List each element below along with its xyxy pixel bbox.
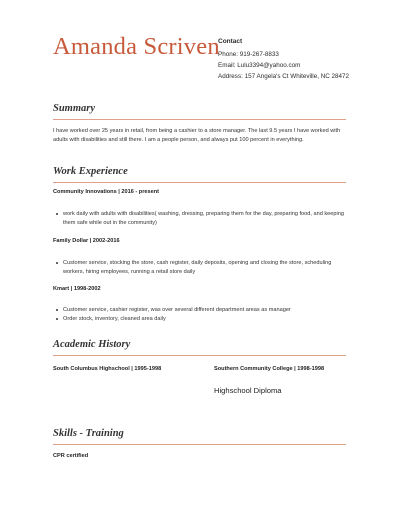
skills-divider bbox=[53, 444, 346, 445]
education-school: Southern Community College | 1998-1998 bbox=[214, 366, 325, 372]
job-bullet-item: Customer service, stocking the store, cash register, daily deposits, opening and closing the store, scheduling workers, hiring employees, running a retail store daily bbox=[56, 259, 346, 276]
summary-text: I have worked over 25 years in retail, from being a cashier to a store manager. The last 9.5 years I have worked with adults with disabilities and still there. I am a people person, and always put 100 percent in everything. bbox=[53, 128, 341, 143]
contact-email: Email: Lulu3394@yahoo.com bbox=[218, 62, 301, 69]
job-heading: Family Dollar | 2002-2016 bbox=[53, 238, 120, 244]
job-heading: Kmart | 1998-2002 bbox=[53, 286, 101, 292]
education-degree: Highschool Diploma bbox=[214, 386, 282, 395]
applicant-name: Amanda Scriven bbox=[53, 33, 220, 60]
job-bullet-item: work daily with adults with disabilities( washing, dressing, preparing them for the day, preparing food, and keeping them safe while out in the community) bbox=[56, 210, 346, 227]
job-bullets bbox=[56, 259, 346, 276]
job-bullets bbox=[56, 210, 346, 227]
contact-block bbox=[218, 36, 349, 82]
experience-title: Work Experience bbox=[53, 166, 128, 177]
contact-title: Contact bbox=[218, 38, 243, 45]
education-divider bbox=[53, 355, 346, 356]
job-bullet-item: Order stock, inventory, cleaned area daily bbox=[56, 315, 346, 324]
summary-title: Summary bbox=[53, 103, 96, 114]
contact-phone: Phone: 919-267-8833 bbox=[218, 51, 279, 58]
experience-divider bbox=[53, 182, 346, 183]
job-bullet-item: Customer service, cashier register, was over several different department areas as manager bbox=[56, 306, 346, 315]
skill-item: CPR certified bbox=[53, 453, 89, 459]
summary-divider bbox=[53, 119, 346, 120]
job-heading: Community Innovations | 2016 - present bbox=[53, 189, 160, 195]
education-school: South Columbus Highschool | 1995-1998 bbox=[53, 366, 162, 372]
job-bullets bbox=[56, 306, 346, 323]
skills-title: Skills - Training bbox=[53, 428, 124, 439]
contact-address: Address: 157 Angela's Ct Whiteville, NC 28472 bbox=[218, 73, 350, 80]
education-title: Academic History bbox=[53, 339, 131, 350]
